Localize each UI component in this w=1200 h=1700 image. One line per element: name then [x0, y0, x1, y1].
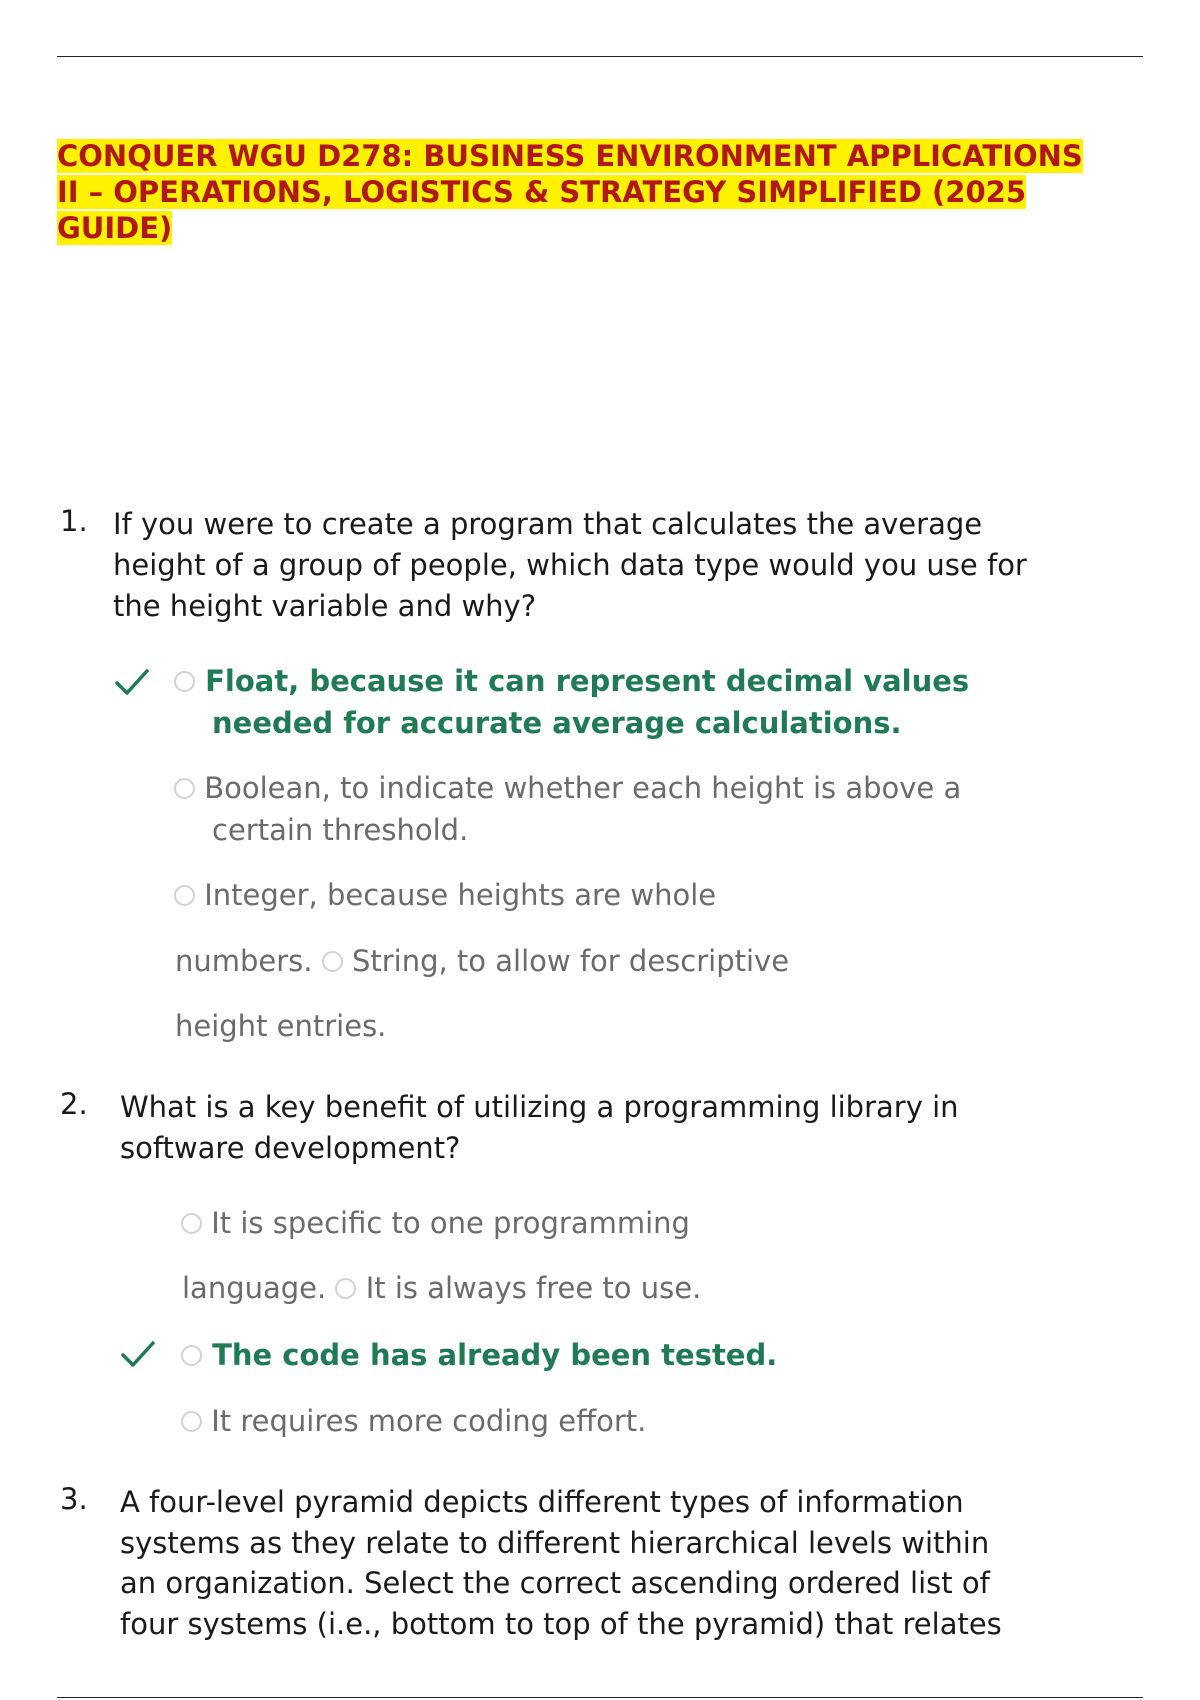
question-number: 2.	[60, 1087, 88, 1121]
question-line: height of a group of people, which data type would you use for	[113, 548, 1027, 582]
correct-check-icon	[114, 668, 150, 696]
option-label: String, to allow for descriptive	[351, 944, 790, 978]
option-label: Integer, because heights are whole	[204, 878, 717, 912]
option-label: It is specific to one programming	[211, 1206, 690, 1240]
radio-icon[interactable]	[181, 1345, 202, 1366]
question-line: What is a key benefit of utilizing a programming library in	[120, 1090, 959, 1124]
answer-option[interactable]	[181, 1206, 690, 1240]
correct-check-icon	[120, 1340, 156, 1368]
question-line: four systems (i.e., bottom to top of the pyramid) that relates	[120, 1606, 1002, 1641]
footer-rule	[57, 1697, 1143, 1698]
question-line: an organization. Select the correct ascending ordered list of	[120, 1566, 990, 1600]
question-number: 3.	[60, 1482, 88, 1516]
radio-icon[interactable]	[174, 778, 195, 799]
answer-option[interactable]	[181, 1404, 646, 1438]
answer-option-row	[182, 1271, 701, 1305]
radio-icon[interactable]	[174, 885, 195, 906]
option-label-continued: certain threshold.	[212, 813, 469, 847]
option-label: It is always free to use.	[365, 1271, 702, 1305]
title-line: CONQUER WGU D278: BUSINESS ENVIRONMENT APPLICATIONS	[57, 139, 1083, 173]
option-label-continued: numbers.	[175, 944, 313, 978]
option-label: It requires more coding effort.	[211, 1404, 647, 1438]
answer-option-row	[175, 944, 789, 978]
question-line: software development?	[120, 1131, 461, 1165]
answer-option[interactable]	[322, 944, 789, 978]
title-line: GUIDE)	[57, 211, 173, 245]
document-title	[57, 138, 1157, 246]
answer-option-correct[interactable]	[174, 664, 969, 698]
question-text	[120, 1087, 959, 1169]
option-label-continued: needed for accurate average calculations.	[212, 706, 902, 740]
option-label-continued: language.	[182, 1271, 327, 1305]
option-label: The code has already been tested.	[212, 1338, 778, 1372]
radio-icon[interactable]	[181, 1411, 202, 1432]
radio-icon[interactable]	[181, 1213, 202, 1234]
option-label: Float, because it can represent decimal values	[205, 664, 970, 698]
question-text	[113, 504, 1027, 627]
answer-option[interactable]	[335, 1271, 701, 1305]
question-line: the height variable and why?	[113, 589, 537, 623]
radio-icon[interactable]	[322, 951, 343, 972]
question-line: A four-level pyramid depicts different types of information	[120, 1485, 964, 1519]
radio-icon[interactable]	[174, 671, 195, 692]
option-label-continued: height entries.	[175, 1009, 387, 1043]
header-rule	[57, 56, 1143, 57]
option-label: Boolean, to indicate whether each height is above a	[204, 771, 962, 805]
question-line: systems as they relate to different hierarchical levels within	[120, 1525, 990, 1560]
question-text	[120, 1482, 1002, 1644]
answer-option[interactable]	[174, 878, 716, 912]
radio-icon[interactable]	[335, 1278, 356, 1299]
answer-option[interactable]	[174, 771, 961, 805]
answer-option-correct[interactable]	[181, 1338, 777, 1372]
title-line: II – OPERATIONS, LOGISTICS & STRATEGY SIMPLIFIED (2025	[57, 175, 1026, 209]
question-line: If you were to create a program that calculates the average	[113, 507, 983, 541]
question-number: 1.	[60, 504, 88, 538]
